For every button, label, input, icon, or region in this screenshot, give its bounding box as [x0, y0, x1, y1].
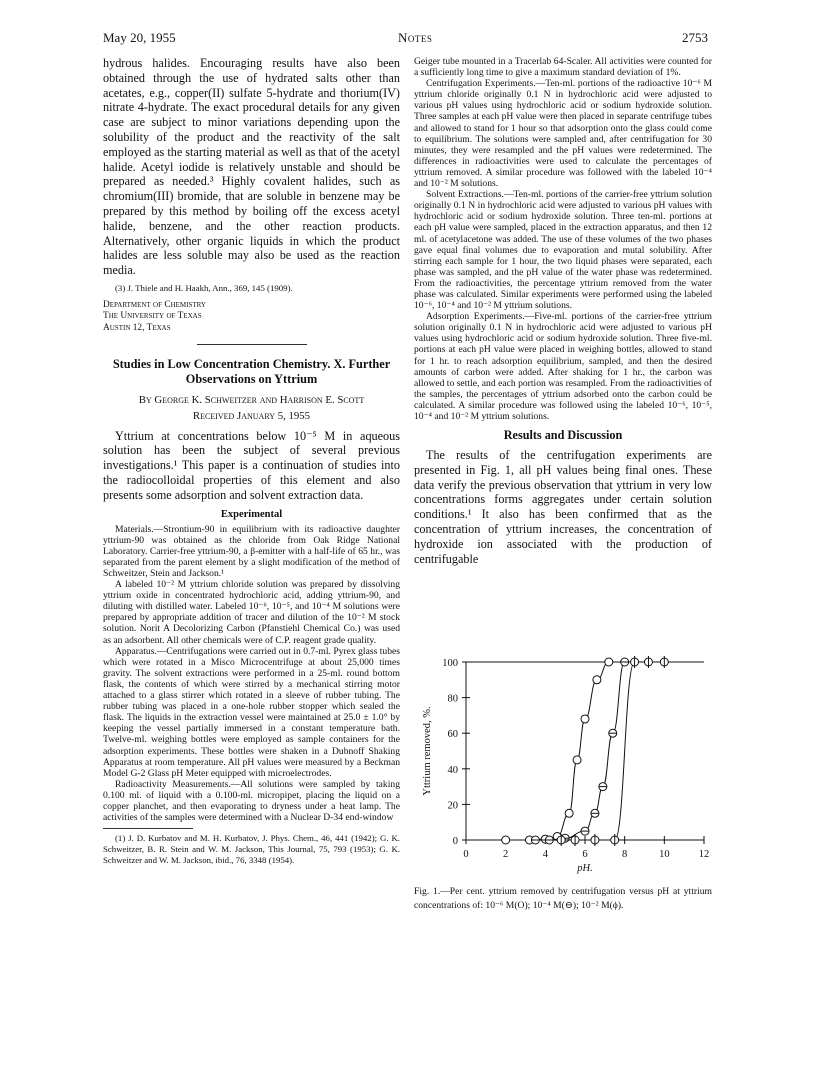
series-line — [561, 662, 664, 840]
data-point — [660, 656, 668, 668]
materials-paragraph: Materials.—Strontium-90 in equilibrium with its radioactive daughter yttrium-90 was obtained as the chloride from Oak Ridge National Laboratory. Carrier-free yttrium-90, a β-emitter with a half-life of 65 hr., was separated from the parent element by a slight modification of the method of Schweitzer, Stein and Jackson.¹ — [103, 523, 400, 579]
experimental-heading: Experimental — [220, 508, 283, 520]
header-page-number: 2753 — [682, 30, 708, 45]
affiliation-city: Austin 12, Texas — [103, 322, 171, 333]
x-tick-label: 2 — [503, 849, 509, 860]
apparatus-paragraph: Apparatus.—Centrifugations were carried out in 0.7-ml. Pyrex glass tubes which were rotated in a Misco Microcentrifuge at about 25,000 times gravity. The solvent extractions were performed in a 25-ml. round bottom flask, the contents of which were stirred by a mechanical stirring motor attached to a glass stirrer which rotated in a sleeve of rubber tubing. The rubber tubing was placed in a one-hole rubber stopper which sealed the flask. The liquids in the extraction vessel were maintained at 25.0 ± 1.0° by keeping the vessel partially immersed in a constant temperature bath. Twelve-ml. weighing bottles were employed as sample containers for the adsorption experiments. These bottles were shaken in a Dubnoff Shaking Apparatus at room temperature. All pH values were measured by a Beckman Model G-2 Glass pH Meter equipped with microelectrodes. — [103, 645, 400, 779]
chart-svg — [414, 652, 714, 877]
y-tick-label: 80 — [447, 693, 458, 705]
data-point — [644, 656, 652, 668]
results-paragraph: The results of the centrifugation experiments are presented in Fig. 1, all pH values being final ones. These data verify the previous observation that yttrium in very low concentrations forms aggregates under certain solution conditions.¹ It also has been confirmed that as the concentration of yttrium increases, the concentration of hydroxide ion associated with the production of centrifugable — [414, 448, 712, 566]
data-point-circle — [605, 658, 613, 666]
data-point-circle — [573, 756, 581, 764]
figure-1 — [414, 652, 714, 877]
data-point — [609, 729, 617, 737]
intro-paragraph: hydrous halides. Encouraging results have also been obtained through the use of hydrated salts other than acetates, e.g., copper(II) sulfate 5-hydrate and thorium(IV) nitrate 4-hydrate. The exact procedural details for any given case are subject to minor variations depending upon the solubility of the product and the reactivity of the salt employed as the starting material as well as that of the acetyl halide. Acetyl iodide is relatively unstable and should be prepared as needed.³ Highly covalent halides, such as chromium(III) bromide, that are soluble in benzene may be prepared by this method by boiling off the excess acetyl halide, benzene, and the other reaction products. Alternatively, other organic liquids in which the product halides are less soluble may also be used as the reaction media. — [103, 56, 400, 278]
header-date: May 20, 1955 — [103, 30, 176, 45]
y-tick-label: 60 — [447, 729, 458, 741]
data-point — [605, 658, 613, 666]
centrifugation-paragraph: Centrifugation Experiments.—Ten-ml. portions of the radioactive 10⁻⁶ M yttrium chloride originally 0.1 N in hydrochloric acid were adjusted to various pH values using hydrochloric acid or sodium hydroxide solution. Three samples at each pH value were then placed in separate centrifuge tubes and allowed to stand for 1 hour so that adsorption onto the glass could come to equilibrium. The solutions were sampled and, after centrifugation for 30 minutes, they were resampled and the pH values were redetermined. The differences in radioactivities were used to calculate the percentages of yttrium removed. A similar procedure was followed with the labeled 10⁻⁴ and 10⁻² M solutions. — [414, 78, 712, 190]
data-point — [545, 836, 553, 844]
x-tick-label: 6 — [582, 849, 588, 860]
data-point — [591, 809, 599, 817]
x-tick-label: 12 — [698, 849, 710, 860]
data-point — [565, 809, 573, 817]
data-point — [621, 658, 629, 666]
data-point — [581, 827, 589, 835]
data-point — [591, 834, 599, 846]
y-tick-label: 40 — [447, 764, 458, 776]
x-tick-label: 0 — [463, 849, 469, 860]
data-point — [531, 836, 539, 844]
data-point-circle — [502, 836, 510, 844]
data-point-circle — [565, 809, 573, 817]
affiliation-dept: Department of Chemistry — [103, 299, 206, 310]
abstract: Yttrium at concentrations below 10⁻⁵ M in aqueous solution has been the subject of several previous investigations.¹ This paper is a continuation of studies into the radiocolloidal properties of this element and also presents some adsorption and solvent extraction data. — [103, 428, 400, 502]
solvent-extraction-paragraph: Solvent Extractions.—Ten-ml. portions of the carrier-free yttrium solution originally 0.1 N in hydrochloric acid were adjusted to various pH values with hydrochloric acid or sodium hydroxide solution. Three ten-ml. portions at each pH value were sampled, placed in the extraction apparatus, and then 12 ml. of acetylacetone was added. The use of these volumes of the two phases gave equal final volumes due to evaporation and mutal solubility. After stirring each sample for 1 hour, the two liquid phases were separated, each phase was sampled, and the pH value of the water phase was redetermined. From the radioactivities, the percentage yttrium removed from the water phase was calculated. Similar experiments were performed using the labeled 10⁻⁶, 10⁻⁴ and 10⁻² M yttrium solutions. — [414, 189, 712, 312]
affiliation — [103, 300, 400, 335]
data-point — [573, 756, 581, 764]
footnote-rule — [103, 828, 193, 829]
affiliation-university: The University of Texas — [103, 311, 202, 322]
labeled-solution-paragraph: A labeled 10⁻² M yttrium chloride solution was prepared by dissolving yttrium oxide in concentrated hydrochloric acid, adding yttrium-90, and diluting with distilled water. Labeled 10⁻⁶, 10⁻⁵, and 10⁻⁴ M solutions were prepared by appropriate addition of tracer and dilution of the 10⁻² M stock solution. Norit A Decolorizing Carbon (Pfanstiehl Chemical Co.) was used as an adsorbent. All other chemicals were of C.P. reagent grade quality. — [103, 579, 400, 646]
data-point-circle — [581, 715, 589, 723]
data-point-circle — [593, 676, 601, 684]
x-tick-label: 10 — [659, 849, 670, 860]
radioactivity-paragraph: Radioactivity Measurements.—All solutions were sampled by taking 0.100 ml. of liquid with a 0.100-ml. micropipet, placing the liquid on a copper planchet, and then evaporating to dryness under a heat lamp. The activities of the samples were determined with a Nuclear D-34 end-window — [103, 778, 400, 824]
right-column — [414, 56, 712, 566]
x-axis-label: pH. — [577, 863, 593, 874]
data-point — [599, 783, 607, 791]
figure-caption: Fig. 1.—Per cent. yttrium removed by centrifugation versus pH at yttrium concentrations of: 10⁻⁶ M(O); 10⁻⁴ M(⊖); 10⁻² M(ϕ). — [414, 886, 712, 911]
byline: By George K. Schweitzer and Harrison E. Scott — [138, 393, 365, 406]
geiger-paragraph: Geiger tube mounted in a Tracerlab 64-Scaler. All activities were counted for a sufficiently long time to give a maximum standard deviation of 1%. — [414, 56, 712, 79]
divider — [197, 344, 307, 345]
x-tick-label: 8 — [622, 849, 628, 860]
footnote-3: (3) J. Thiele and H. Haakh, Ann., 369, 145 (1909). — [115, 282, 293, 293]
footnote-1: (1) J. D. Kurbatov and M. H. Kurbatov, J. Phys. Chem., 46, 441 (1942); G. K. Schweitzer, B. R. Stein and W. M. Jackson, This Journal, 75, 793 (1953); G. K. Schweitzer and W. M. Jackson, ibid., 76, 3348 (1954). — [103, 833, 400, 866]
y-tick-label: 0 — [452, 836, 458, 847]
data-point — [581, 715, 589, 723]
received-date: Received January 5, 1955 — [192, 409, 311, 422]
results-heading: Results and Discussion — [503, 428, 623, 443]
y-tick-label: 20 — [447, 800, 458, 812]
adsorption-paragraph: Adsorption Experiments.—Five-ml. portions of the carrier-free yttrium solution originally 0.1 N in hydrochloric acid were adjusted to various pH values using hydrochloric acid or sodium hydroxide solution. Three five-ml. portions at each pH value were placed in weighing bottles, allowed to stand for 1 hr. to reach adsorption equilibrium, sampled, and then the desired amounts of carbon were added. After shaking for 1 hr., the carbon was allowed to settle, and each portion was resampled. From the radioactivities of the samples, the percentages of yttrium adsorbed onto the carbon could be calculated. A similar procedure was followed using the labeled 10⁻⁶, 10⁻⁵, 10⁻⁴ and 10⁻² M yttrium solutions. — [414, 311, 712, 422]
article-title: Studies in Low Concentration Chemistry. X. Further Observations on Yttrium — [112, 357, 391, 387]
left-column — [103, 56, 400, 866]
data-point — [502, 836, 510, 844]
data-point — [593, 676, 601, 684]
header-section: Notes — [398, 30, 433, 45]
x-tick-label: 4 — [542, 849, 548, 860]
data-point — [571, 834, 579, 846]
y-tick-label: 100 — [442, 658, 458, 669]
y-axis-label: Yttrium removed, %. — [422, 706, 433, 796]
